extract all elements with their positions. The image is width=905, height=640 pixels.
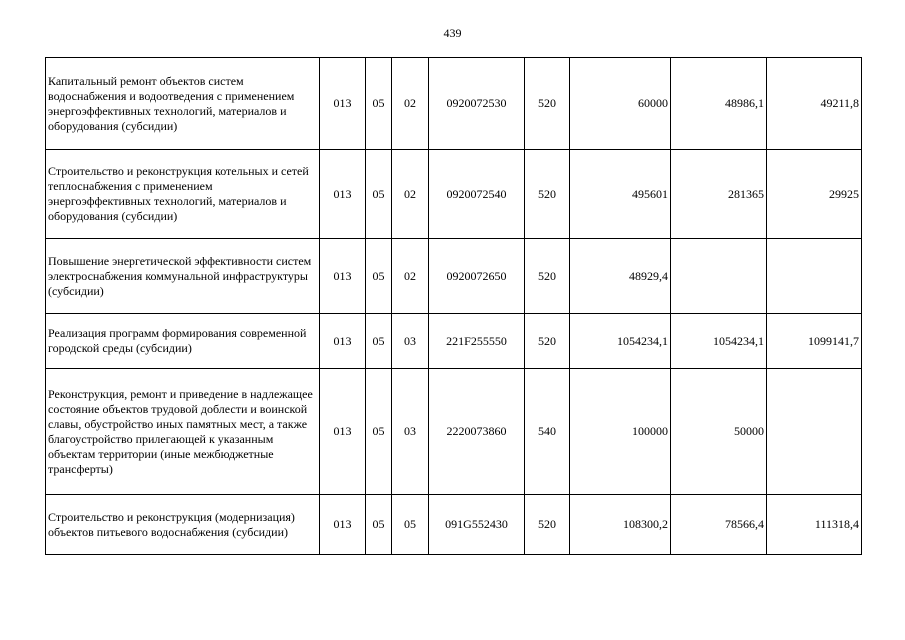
ministry-code-cell: 013 [320, 369, 366, 495]
section-code-cell: 05 [366, 314, 392, 369]
subsection-code-cell: 02 [392, 58, 429, 150]
amount-year1-cell: 100000 [570, 369, 671, 495]
table-row [46, 58, 862, 150]
table-row [46, 369, 862, 495]
amount-year3-cell: 111318,4 [767, 495, 862, 555]
section-code-cell: 05 [366, 239, 392, 314]
amount-year2-cell: 48986,1 [671, 58, 767, 150]
expense-name-cell: Строительство и реконструкция котельных и сетей теплоснабжения с применением энергоэффективных технологий, материалов и оборудования (субсидии) [46, 150, 320, 239]
target-article-cell: 221F255550 [429, 314, 525, 369]
ministry-code-cell: 013 [320, 239, 366, 314]
amount-year2-cell: 50000 [671, 369, 767, 495]
subsection-code-cell: 03 [392, 314, 429, 369]
page-number: 439 [443, 26, 462, 40]
target-article-cell: 091G552430 [429, 495, 525, 555]
expense-name-cell: Реализация программ формирования современной городской среды (субсидии) [46, 314, 320, 369]
table-row [46, 239, 862, 314]
amount-year1-cell: 108300,2 [570, 495, 671, 555]
ministry-code-cell: 013 [320, 58, 366, 150]
subsection-code-cell: 05 [392, 495, 429, 555]
expense-name-cell: Реконструкция, ремонт и приведение в надлежащее состояние объектов трудовой доблести и воинской славы, обустройство иных памятных мест, а также благоустройство прилегающей к указанным объектам территории (иные межбюджетные трансферты) [46, 369, 320, 495]
section-code-cell: 05 [366, 58, 392, 150]
target-article-cell: 0920072530 [429, 58, 525, 150]
ministry-code-cell: 013 [320, 495, 366, 555]
budget-table [45, 57, 862, 555]
section-code-cell: 05 [366, 369, 392, 495]
subsection-code-cell: 02 [392, 150, 429, 239]
expense-type-cell: 520 [525, 314, 570, 369]
subsection-code-cell: 02 [392, 239, 429, 314]
expense-name-cell: Строительство и реконструкция (модернизация) объектов питьевого водоснабжения (субсидии) [46, 495, 320, 555]
amount-year2-cell: 78566,4 [671, 495, 767, 555]
table-row [46, 495, 862, 555]
expense-type-cell: 520 [525, 58, 570, 150]
expense-type-cell: 520 [525, 150, 570, 239]
amount-year3-cell: 29925 [767, 150, 862, 239]
target-article-cell: 2220073860 [429, 369, 525, 495]
amount-year3-cell: 1099141,7 [767, 314, 862, 369]
expense-name-cell: Повышение энергетической эффективности систем электроснабжения коммунальной инфраструктуры (субсидии) [46, 239, 320, 314]
amount-year1-cell: 48929,4 [570, 239, 671, 314]
section-code-cell: 05 [366, 495, 392, 555]
target-article-cell: 0920072540 [429, 150, 525, 239]
expense-name-cell: Капитальный ремонт объектов систем водоснабжения и водоотведения с применением энергоэффективных технологий, материалов и оборудования (субсидии) [46, 58, 320, 150]
ministry-code-cell: 013 [320, 150, 366, 239]
amount-year1-cell: 495601 [570, 150, 671, 239]
amount-year1-cell: 60000 [570, 58, 671, 150]
amount-year2-cell [671, 239, 767, 314]
table-row [46, 150, 862, 239]
target-article-cell: 0920072650 [429, 239, 525, 314]
amount-year2-cell: 281365 [671, 150, 767, 239]
expense-type-cell: 520 [525, 239, 570, 314]
table-row [46, 314, 862, 369]
amount-year2-cell: 1054234,1 [671, 314, 767, 369]
section-code-cell: 05 [366, 150, 392, 239]
amount-year3-cell [767, 239, 862, 314]
amount-year3-cell [767, 369, 862, 495]
ministry-code-cell: 013 [320, 314, 366, 369]
expense-type-cell: 520 [525, 495, 570, 555]
amount-year3-cell: 49211,8 [767, 58, 862, 150]
subsection-code-cell: 03 [392, 369, 429, 495]
expense-type-cell: 540 [525, 369, 570, 495]
amount-year1-cell: 1054234,1 [570, 314, 671, 369]
